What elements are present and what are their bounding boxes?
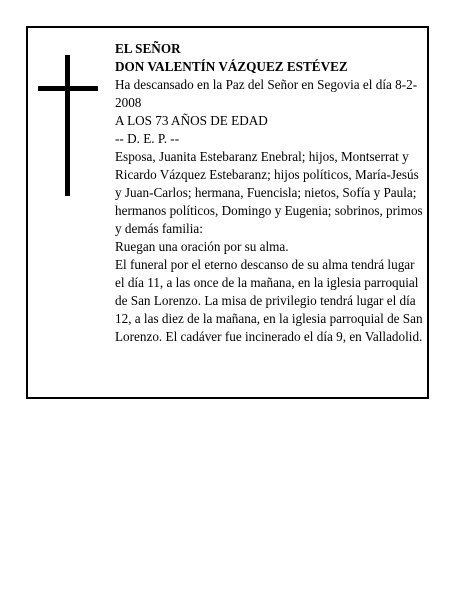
deceased-name: DON VALENTÍN VÁZQUEZ ESTÉVEZ: [115, 59, 348, 74]
prayer-request: Ruegan una oración por su alma.: [115, 239, 289, 254]
death-announcement: Ha descansado en la Paz del Señor en Segovia el día 8-2-2008: [115, 77, 418, 110]
title-line: EL SEÑOR: [115, 41, 181, 56]
obituary-text-block: [115, 40, 423, 346]
services-paragraph: El funeral por el eterno descanso de su alma tendrá lugar el día 11, a las once de la mañana, en la iglesia parroquial de San Lorenzo. La misa de privilegio tendrá lugar el día 12, a las diez de la mañana, en la iglesia parroquial de San Lorenzo. El cadáver fue incinerado el día 9, en Valladolid.: [115, 257, 423, 344]
cross-vertical-bar: [65, 55, 70, 196]
age-line: A LOS 73 AÑOS DE EDAD: [115, 113, 268, 128]
rip-line: -- D. E. P. --: [115, 131, 180, 146]
family-paragraph: Esposa, Juanita Estebaranz Enebral; hijos, Montserrat y Ricardo Vázquez Estebaranz; hijos políticos, María-Jesús y Juan-Carlos; hermana, Fuencisla; nietos, Sofía y Paula; hermanos políticos, Domingo y Eugenia; sobrinos, primos y demás familia:: [115, 149, 423, 236]
cross-horizontal-bar: [38, 86, 98, 91]
